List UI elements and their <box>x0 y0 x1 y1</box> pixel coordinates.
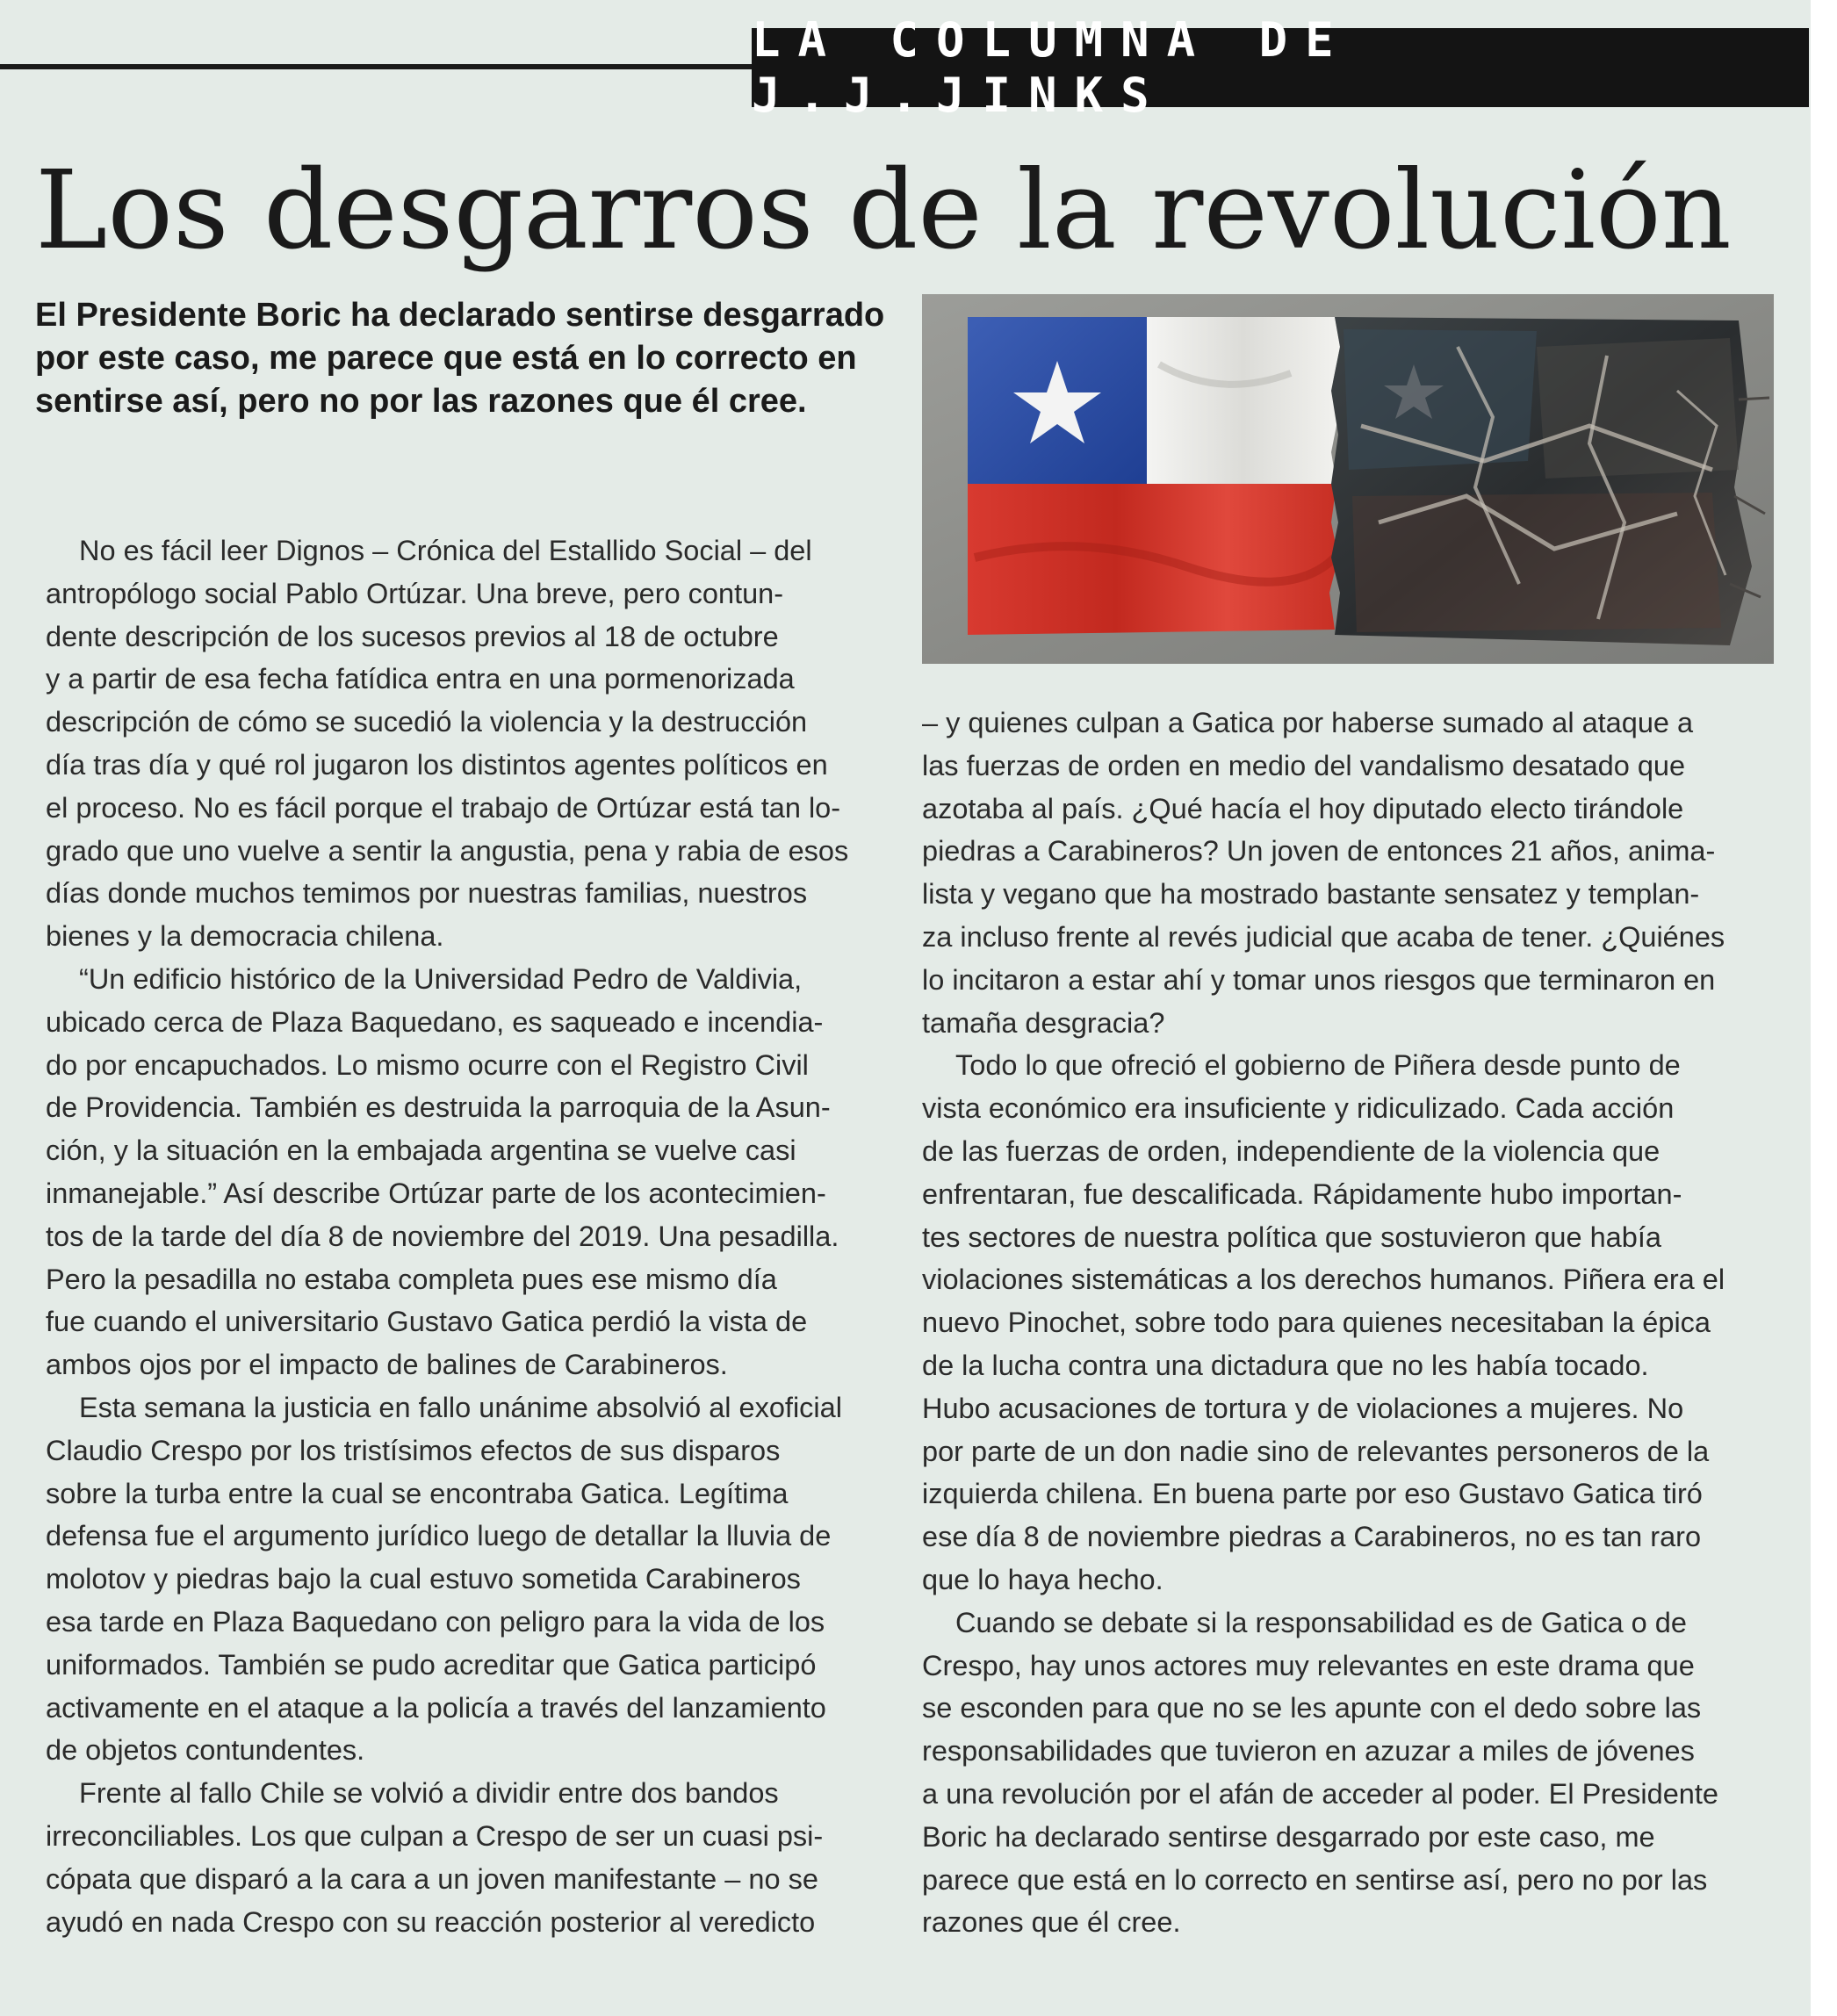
text-line: bienes y la democracia chilena. <box>46 920 444 953</box>
text-line: activamente en el ataque a la policía a través del lanzamiento <box>46 1691 826 1724</box>
text-line: ese día 8 de noviembre piedras a Carabineros, no es tan raro <box>922 1521 1702 1553</box>
text-line: de la lucha contra una dictadura que no les había tocado. <box>922 1349 1649 1381</box>
text-line: izquierda chilena. En buena parte por eso Gustavo Gatica tiró <box>922 1478 1703 1510</box>
text-line: lo incitaron a estar ahí y tomar unos riesgos que terminaron en <box>922 963 1716 996</box>
text-line: Frente al fallo Chile se volvió a dividir entre dos bandos <box>79 1777 779 1810</box>
text-line: molotov y piedras bajo la cual estuvo sometida Carabineros <box>46 1563 801 1595</box>
text-line: antropólogo social Pablo Ortúzar. Una breve, pero contun- <box>46 577 784 609</box>
text-line: días donde muchos temimos por nuestras familias, nuestros <box>46 877 808 910</box>
text-line: enfrentaran, fue descalificada. Rápidamente hubo importan- <box>922 1177 1682 1210</box>
text-line: ambos ojos por el impacto de balines de Carabineros. <box>46 1349 728 1381</box>
text-line: irreconciliables. Los que culpan a Crespo de ser un cuasi psi- <box>46 1819 824 1852</box>
text-line: Pero la pesadilla no estaba completa pues ese mismo día <box>46 1263 777 1295</box>
text-line: ayudó en nada Crespo con su reacción posterior al veredicto <box>46 1905 816 1938</box>
column-title: LA COLUMNA DE J.J.JINKS <box>752 12 1351 123</box>
column-title-banner <box>752 12 1809 123</box>
text-line: “Un edificio histórico de la Universidad Pedro de Valdivia, <box>79 962 803 995</box>
text-line: dente descripción de los sucesos previos al 18 de octubre <box>46 620 779 652</box>
text-line: ción, y la situación en la embajada argentina se vuelve casi <box>46 1134 796 1167</box>
text-line: No es fácil leer Dignos – Crónica del Estallido Social – del <box>79 535 812 566</box>
page-margin <box>1811 0 1837 2016</box>
text-line: cópata que disparó a la cara a un joven manifestante – no se <box>46 1862 818 1895</box>
text-line: que lo haya hecho. <box>922 1563 1163 1595</box>
text-line: uniformados. También se pudo acreditar que Gatica participó <box>46 1648 817 1681</box>
flag-illustration <box>922 294 1774 664</box>
text-line: tos de la tarde del día 8 de noviembre del 2019. Una pesadilla. <box>46 1220 839 1252</box>
text-line: grado que uno vuelve a sentir la angustia, pena y rabia de esos <box>46 834 849 867</box>
text-line: azotaba al país. ¿Qué hacía el hoy diputado electo tirándole <box>922 792 1684 824</box>
text-line: ubicado cerca de Plaza Baquedano, es saqueado e incendia- <box>46 1005 824 1038</box>
text-line: se esconden para que no se les apunte con el dedo sobre las <box>922 1692 1702 1724</box>
text-line: fue cuando el universitario Gustavo Gatica perdió la vista de <box>46 1306 808 1338</box>
text-line: a una revolución por el afán de acceder al poder. El Presidente <box>922 1777 1718 1810</box>
text-line: de las fuerzas de orden, independiente de la violencia que <box>922 1134 1661 1167</box>
text-line: inmanejable.” Así describe Ortúzar parte de los acontecimien- <box>46 1177 826 1209</box>
text-line: Todo lo que ofreció el gobierno de Piñera desde punto de <box>955 1049 1681 1082</box>
body-column-left <box>46 529 880 1943</box>
text-line: responsabilidades que tuvieron en azuzar a miles de jóvenes <box>922 1735 1695 1768</box>
text-line: Esta semana la justicia en fallo unánime absolvió al exoficial <box>79 1391 842 1423</box>
headline: Los desgarros de la revolución <box>35 148 1732 274</box>
text-line: sobre la turba entre la cual se encontraba Gatica. Legítima <box>46 1477 789 1509</box>
header-rule <box>0 64 773 69</box>
text-line: za incluso frente al revés judicial que acaba de tener. ¿Quiénes <box>922 920 1725 953</box>
deck: El Presidente Boric ha declarado sentirse desgarrado por este caso, me parece que está en lo correcto en sentirse así, pero no por las razones que él cree. <box>35 297 885 420</box>
text-line: Hubo acusaciones de tortura y de violaciones a mujeres. No <box>922 1392 1684 1424</box>
text-line: de objetos contundentes. <box>46 1734 365 1767</box>
text-line: de Providencia. También es destruida la parroquia de la Asun- <box>46 1091 831 1124</box>
text-line: parece que está en lo correcto en sentirse así, pero no por las <box>922 1863 1708 1896</box>
text-line: Cuando se debate si la responsabilidad es de Gatica o de <box>955 1606 1687 1638</box>
text-line: el proceso. No es fácil porque el trabajo de Ortúzar está tan lo- <box>46 791 841 824</box>
text-line: Boric ha declarado sentirse desgarrado por este caso, me <box>922 1820 1655 1853</box>
text-line: Crespo, hay unos actores muy relevantes en este drama que <box>922 1649 1695 1681</box>
article-photo <box>922 294 1774 664</box>
text-line: tes sectores de nuestra política que sostuvieron que había <box>922 1220 1661 1253</box>
text-line: por parte de un don nadie sino de relevantes personeros de la <box>922 1435 1710 1467</box>
text-line: descripción de cómo se sucedió la violencia y la destrucción <box>46 706 808 738</box>
body-column-right <box>922 702 1774 1944</box>
text-line: vista económico era insuficiente y ridiculizado. Cada acción <box>922 1092 1675 1125</box>
text-line: esa tarde en Plaza Baquedano con peligro para la vida de los <box>46 1605 825 1638</box>
text-line: lista y vegano que ha mostrado bastante sensatez y templan- <box>922 878 1700 911</box>
text-line: do por encapuchados. Lo mismo ocurre con el Registro Civil <box>46 1048 809 1081</box>
text-line: piedras a Carabineros? Un joven de entonces 21 años, anima- <box>922 835 1716 868</box>
text-line: nuevo Pinochet, sobre todo para quienes necesitaban la épica <box>922 1307 1711 1339</box>
text-line: – y quienes culpan a Gatica por haberse sumado al ataque a <box>922 707 1694 738</box>
text-line: defensa fue el argumento jurídico luego de detallar la lluvia de <box>46 1520 832 1552</box>
text-line: las fuerzas de orden en medio del vandalismo desatado que <box>922 749 1686 781</box>
text-line: violaciones sistemáticas a los derechos humanos. Piñera era el <box>922 1264 1725 1296</box>
text-line: día tras día y qué rol jugaron los distintos agentes políticos en <box>46 748 828 781</box>
text-line: razones que él cree. <box>922 1906 1181 1939</box>
text-line: y a partir de esa fecha fatídica entra en una pormenorizada <box>46 663 795 695</box>
text-line: tamaña desgracia? <box>922 1006 1165 1039</box>
text-line: Claudio Crespo por los tristísimos efectos de sus disparos <box>46 1434 781 1466</box>
